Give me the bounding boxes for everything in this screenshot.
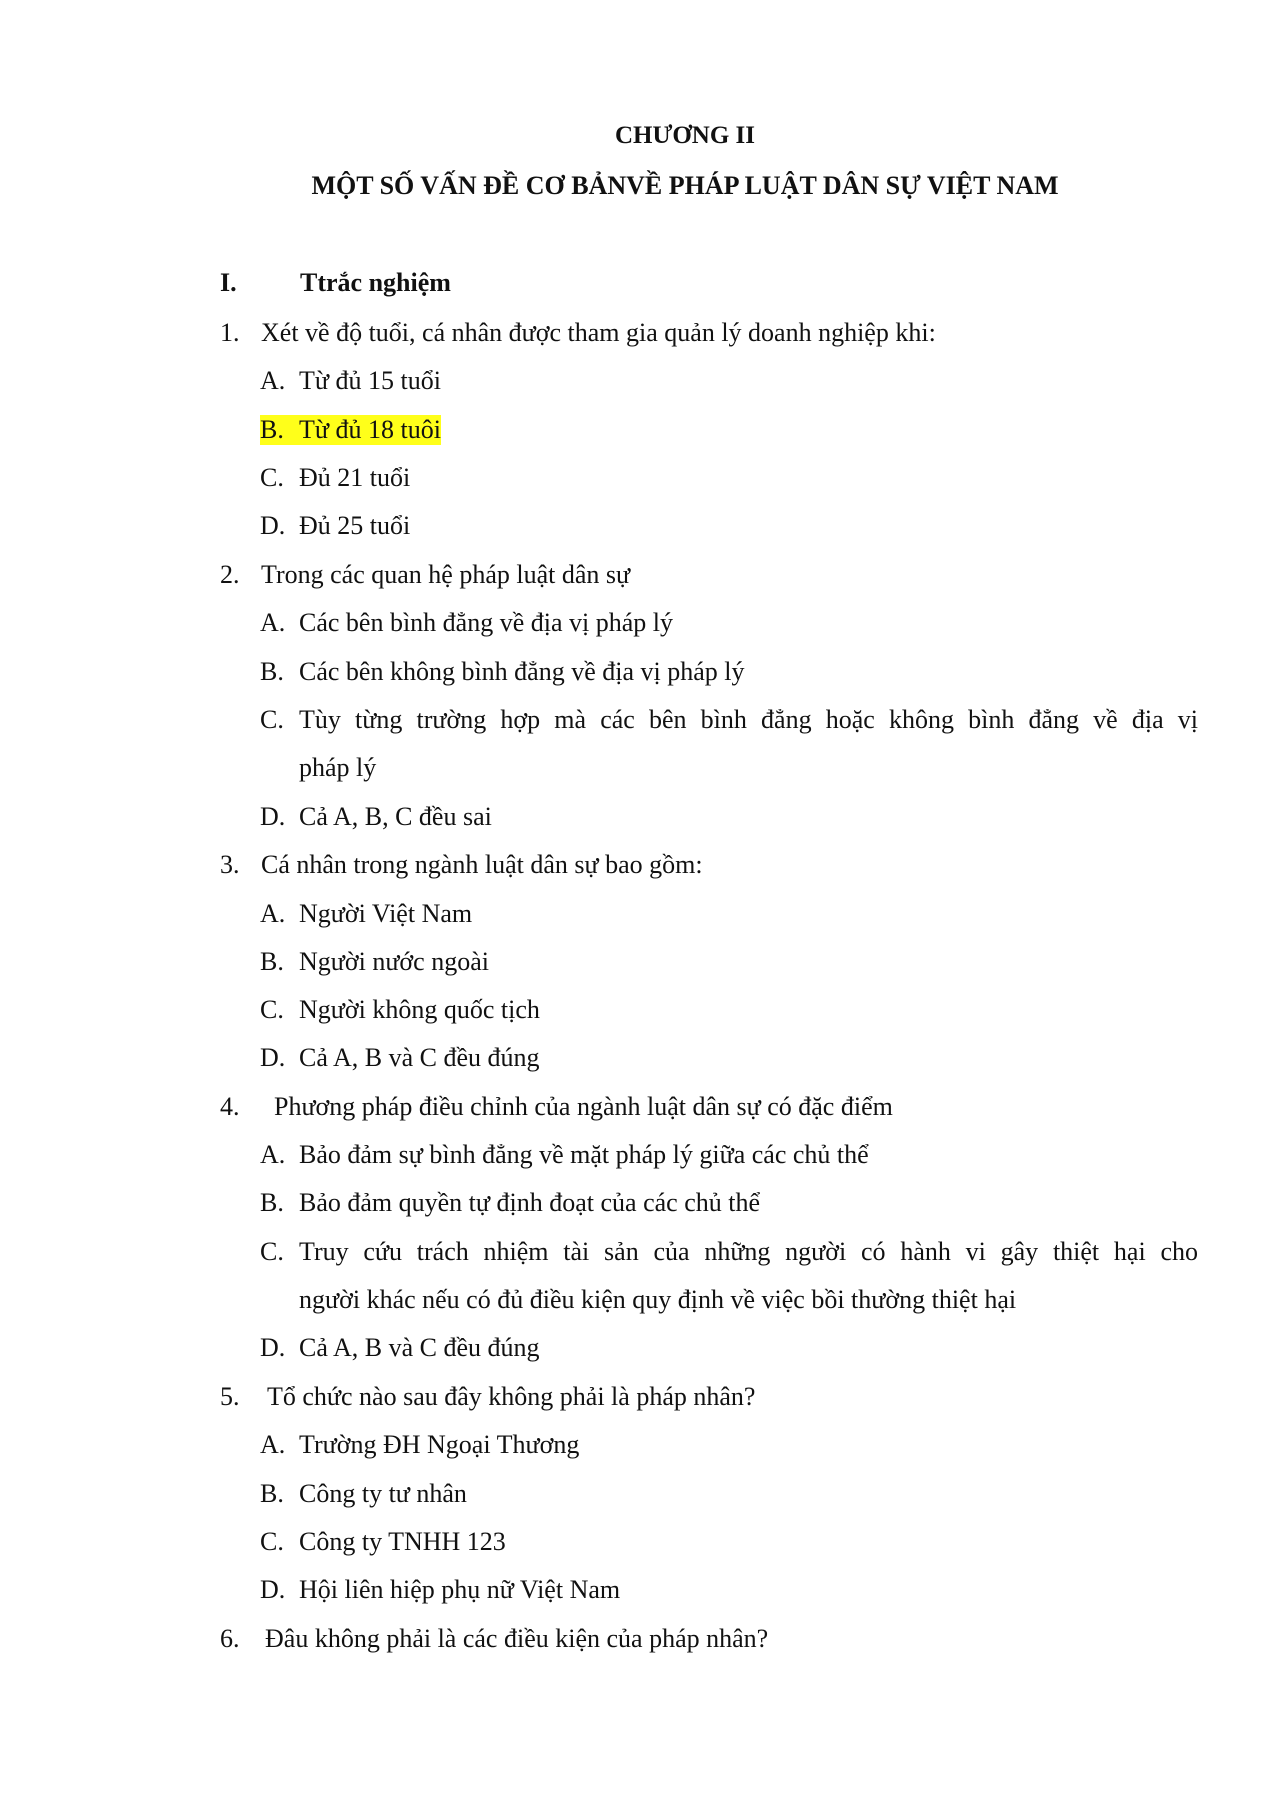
option-text: Công ty TNHH 123	[299, 1527, 506, 1556]
answer-option	[260, 1527, 506, 1557]
answer-option	[260, 1575, 620, 1605]
answer-option	[260, 511, 410, 541]
option-letter: D.	[260, 802, 286, 831]
option-letter: B.	[260, 415, 284, 444]
option-text: Người không quốc tịch	[299, 995, 540, 1024]
option-text-continuation: người khác nếu có đủ điều kiện quy định về việc bồi thường thiệt hại	[299, 1285, 1017, 1314]
option-letter: C.	[260, 463, 284, 492]
question-number: 3.	[220, 850, 240, 879]
option-letter: C.	[260, 705, 284, 734]
option-text: Cả A, B và C đều đúng	[299, 1043, 540, 1072]
option-text: Từ đủ 15 tuổi	[299, 366, 441, 395]
option-text: Truy cứu trách nhiệm tài sản của những người có hành vi gây thiệt hại cho	[299, 1237, 1198, 1266]
answer-option	[260, 995, 540, 1025]
question-number: 6.	[220, 1624, 240, 1653]
option-text: Hội liên hiệp phụ nữ Việt Nam	[299, 1575, 621, 1604]
answer-option	[260, 802, 492, 832]
question-5	[220, 1382, 755, 1412]
question-number: 1.	[220, 318, 240, 347]
option-letter: D.	[260, 1043, 286, 1072]
option-letter: B.	[260, 1188, 284, 1217]
option-text: Đủ 21 tuổi	[299, 463, 411, 492]
option-text: Bảo đảm quyền tự định đoạt của các chủ thể	[299, 1188, 760, 1217]
option-text: Công ty tư nhân	[299, 1479, 467, 1508]
option-letter: D.	[260, 1333, 286, 1362]
option-text: Tùy từng trường hợp mà các bên bình đẳng hoặc không bình đẳng về địa vị	[299, 705, 1198, 734]
answer-option	[260, 705, 1198, 735]
option-letter: A.	[260, 366, 286, 395]
question-6	[220, 1624, 768, 1654]
option-letter: A.	[260, 608, 286, 637]
option-letter: A.	[260, 1430, 286, 1459]
option-text: Bảo đảm sự bình đẳng về mặt pháp lý giữa các chủ thể	[299, 1140, 869, 1169]
question-text: Cá nhân trong ngành luật dân sự bao gồm:	[261, 850, 703, 879]
option-letter: B.	[260, 657, 284, 686]
answer-option	[260, 1043, 540, 1073]
question-3	[220, 850, 703, 880]
question-text: Đâu không phải là các điều kiện của pháp nhân?	[265, 1624, 769, 1653]
option-letter: D.	[260, 511, 286, 540]
option-text: Các bên bình đẳng về địa vị pháp lý	[299, 608, 674, 637]
option-letter: C.	[260, 995, 284, 1024]
answer-option	[260, 463, 410, 493]
option-text: Người nước ngoài	[299, 947, 489, 976]
option-letter: A.	[260, 1140, 286, 1169]
answer-option	[260, 899, 472, 929]
option-text: Người Việt Nam	[299, 899, 473, 928]
section-heading	[220, 268, 451, 298]
question-4	[220, 1092, 893, 1122]
question-number: 2.	[220, 560, 240, 589]
option-text-continuation: pháp lý	[299, 753, 377, 782]
option-letter: A.	[260, 899, 286, 928]
highlighted-answer-option	[260, 415, 441, 445]
option-text: Cả A, B và C đều đúng	[299, 1333, 540, 1362]
chapter-title: CHƯƠNG II	[614, 122, 756, 149]
question-text: Tổ chức nào sau đây không phải là pháp nhân?	[267, 1382, 756, 1411]
question-2	[220, 560, 630, 590]
option-text: Từ đủ 18 tuôi	[299, 415, 441, 444]
answer-option	[260, 366, 441, 396]
question-number: 5.	[220, 1382, 240, 1411]
option-text: Các bên không bình đẳng về địa vị pháp lý	[299, 657, 745, 686]
question-number: 4.	[220, 1092, 240, 1121]
section-number: I.	[220, 268, 237, 297]
section-title: Ttrắc nghiệm	[300, 268, 451, 297]
answer-option	[260, 1188, 760, 1218]
question-text: Phương pháp điều chỉnh của ngành luật dân sự có đặc điểm	[274, 1092, 893, 1121]
answer-option	[260, 1237, 1198, 1267]
option-letter: B.	[260, 947, 284, 976]
answer-option	[260, 947, 489, 977]
option-text: Cả A, B, C đều sai	[299, 802, 492, 831]
option-text: Đủ 25 tuổi	[299, 511, 411, 540]
answer-option	[260, 1430, 579, 1460]
answer-option	[260, 1140, 869, 1170]
question-1	[220, 318, 936, 348]
option-letter: C.	[260, 1527, 284, 1556]
answer-option	[260, 1333, 540, 1363]
chapter-subtitle: MỘT SỐ VẤN ĐỀ CƠ BẢNVỀ PHÁP LUẬT DÂN SỰ VIỆT NAM	[311, 171, 1059, 200]
answer-option	[260, 657, 745, 687]
answer-option	[260, 1479, 467, 1509]
option-letter: D.	[260, 1575, 286, 1604]
option-letter: B.	[260, 1479, 284, 1508]
option-text: Trường ĐH Ngoại Thương	[299, 1430, 580, 1459]
option-letter: C.	[260, 1237, 284, 1266]
question-text: Xét về độ tuổi, cá nhân được tham gia quản lý doanh nghiệp khi:	[261, 318, 936, 347]
question-text: Trong các quan hệ pháp luật dân sự	[261, 560, 631, 589]
answer-option	[260, 608, 673, 638]
